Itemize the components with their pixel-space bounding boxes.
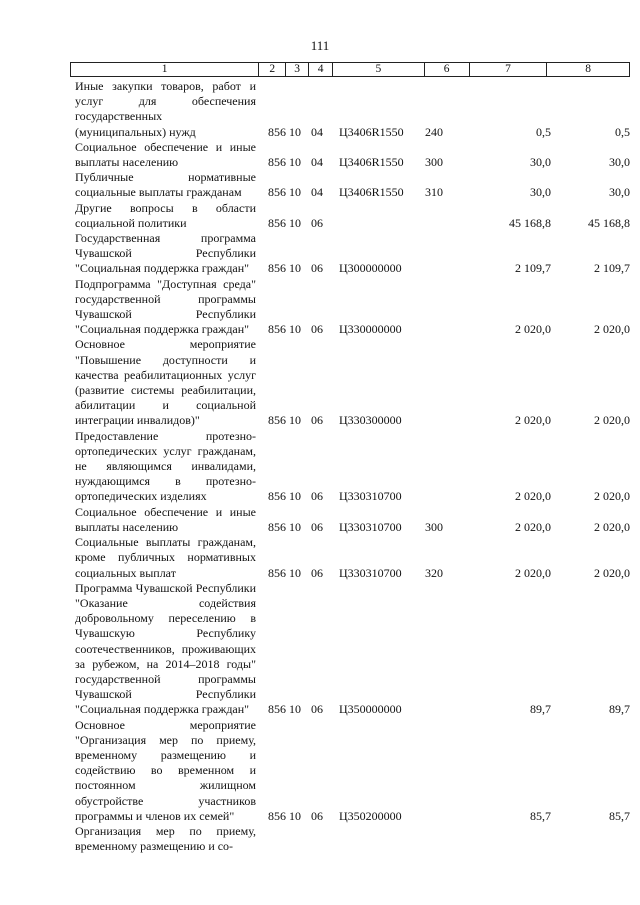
row-c7: 30,0 xyxy=(530,185,551,200)
row-c3: 10 xyxy=(289,155,301,170)
row-c4: 06 xyxy=(311,489,323,504)
row-c4: 04 xyxy=(311,185,323,200)
row-c2: 856 xyxy=(268,124,286,139)
table-row xyxy=(75,718,630,824)
row-c2: 856 xyxy=(268,489,286,504)
page-number: 111 xyxy=(310,38,330,53)
row-c3: 10 xyxy=(289,215,301,230)
row-c7: 2 020,0 xyxy=(515,519,551,534)
row-c4: 06 xyxy=(311,215,323,230)
row-c3: 10 xyxy=(289,124,301,139)
header-col-1: 1 xyxy=(71,63,259,76)
row-c5: Ц330300000 xyxy=(339,413,402,428)
row-c6: 320 xyxy=(425,565,443,580)
row-c7: 45 168,8 xyxy=(509,215,551,230)
row-c8: 2 020,0 xyxy=(594,489,630,504)
table-row xyxy=(75,581,630,718)
row-c7: 2 020,0 xyxy=(515,565,551,580)
row-c8: 85,7 xyxy=(609,808,630,823)
row-name: Другие вопросы в области социальной политики xyxy=(75,200,256,230)
row-c2: 856 xyxy=(268,519,286,534)
row-c5: Ц330310700 xyxy=(339,565,402,580)
row-name: Предоставление протезно-ортопедических услуг гражданам, не являющимся инвалидами, нуждающимся в протезно-ортопедических изделиях xyxy=(75,428,256,504)
row-c8: 2 020,0 xyxy=(594,519,630,534)
table-body xyxy=(0,79,640,854)
row-c5: Ц300000000 xyxy=(339,261,402,276)
row-c4: 06 xyxy=(311,261,323,276)
row-c4: 06 xyxy=(311,322,323,337)
header-col-2: 2 xyxy=(259,63,286,76)
row-c7: 2 109,7 xyxy=(515,261,551,276)
header-col-3: 3 xyxy=(286,63,309,76)
row-c4: 04 xyxy=(311,124,323,139)
row-c2: 856 xyxy=(268,215,286,230)
row-c4: 04 xyxy=(311,155,323,170)
row-c5: Ц330310700 xyxy=(339,489,402,504)
row-name: Социальное обеспечение и иные выплаты населению xyxy=(75,139,256,170)
row-c7: 89,7 xyxy=(530,702,551,717)
row-c7: 30,0 xyxy=(530,155,551,170)
row-name: Основное мероприятие "Организация мер по приему, временному размещению и содействию во временном и постоянном жилищном обустройстве участников программы и членов их семей" xyxy=(75,717,256,823)
row-c3: 10 xyxy=(289,185,301,200)
row-c2: 856 xyxy=(268,261,286,276)
row-name: Программа Чувашской Республики "Оказание содействия добровольному переселению в Чувашскую Республику соотечественников, проживающих за рубежом, на 2014–2018 годы" государственной программы Чувашской Республики "Социальная поддержка граждан" xyxy=(75,580,256,717)
row-name: Подпрограмма "Доступная среда" государственной программы Чувашской Республики "Социальная поддержка граждан" xyxy=(75,276,256,337)
row-c4: 06 xyxy=(311,413,323,428)
row-c4: 06 xyxy=(311,519,323,534)
row-c7: 0,5 xyxy=(536,124,551,139)
header-col-6: 6 xyxy=(425,63,470,76)
row-name: Основное мероприятие "Повышение доступности и качества реабилитационных услуг (развитие системы реабилитации, абилитации и социальной интеграции инвалидов)" xyxy=(75,337,256,428)
header-col-7: 7 xyxy=(470,63,548,76)
table-header xyxy=(70,62,630,77)
row-c3: 10 xyxy=(289,413,301,428)
row-name: Государственная программа Чувашской Республики "Социальная поддержка граждан" xyxy=(75,231,256,276)
row-c2: 856 xyxy=(268,702,286,717)
row-c5: Ц3406R1550 xyxy=(339,155,404,170)
header-col-5: 5 xyxy=(333,63,425,76)
row-name: Социальное обеспечение и иные выплаты населению xyxy=(75,504,256,534)
table-row xyxy=(75,505,630,535)
row-c8: 2 020,0 xyxy=(594,413,630,428)
table-row xyxy=(75,170,630,200)
row-name: Социальные выплаты гражданам, кроме публичных нормативных социальных выплат xyxy=(75,535,256,580)
row-name: Организация мер по приему, временному размещению и со- xyxy=(75,823,256,854)
table-row xyxy=(75,140,630,170)
row-c4: 06 xyxy=(311,702,323,717)
row-c8: 2 020,0 xyxy=(594,322,630,337)
row-c7: 85,7 xyxy=(530,808,551,823)
table-row xyxy=(75,535,630,581)
row-c2: 856 xyxy=(268,155,286,170)
table-row xyxy=(75,201,630,231)
row-c8: 89,7 xyxy=(609,702,630,717)
row-c7: 2 020,0 xyxy=(515,489,551,504)
row-c4: 06 xyxy=(311,565,323,580)
row-c5: Ц330000000 xyxy=(339,322,402,337)
row-c3: 10 xyxy=(289,808,301,823)
row-c3: 10 xyxy=(289,565,301,580)
row-c2: 856 xyxy=(268,808,286,823)
table-row xyxy=(75,429,630,505)
row-c6: 300 xyxy=(425,519,443,534)
row-c8: 45 168,8 xyxy=(588,215,630,230)
row-c5: Ц350200000 xyxy=(339,808,402,823)
row-c8: 30,0 xyxy=(609,155,630,170)
row-c5: Ц350000000 xyxy=(339,702,402,717)
row-c8: 0,5 xyxy=(615,124,630,139)
row-name: Иные закупки товаров, работ и услуг для обеспечения государственных (муниципальных) нужд xyxy=(75,79,256,139)
row-c4: 06 xyxy=(311,808,323,823)
row-c7: 2 020,0 xyxy=(515,322,551,337)
table-row xyxy=(75,824,630,854)
row-c2: 856 xyxy=(268,413,286,428)
row-c2: 856 xyxy=(268,565,286,580)
row-c6: 240 xyxy=(425,124,443,139)
row-c3: 10 xyxy=(289,322,301,337)
table-row xyxy=(75,337,630,428)
row-c7: 2 020,0 xyxy=(515,413,551,428)
table-row xyxy=(75,277,630,338)
row-c6: 310 xyxy=(425,185,443,200)
row-c8: 30,0 xyxy=(609,185,630,200)
row-c6: 300 xyxy=(425,155,443,170)
header-col-8: 8 xyxy=(585,63,592,75)
row-name: Публичные нормативные социальные выплаты гражданам xyxy=(75,170,256,200)
row-c2: 856 xyxy=(268,322,286,337)
table-row xyxy=(75,79,630,140)
row-c5: Ц3406R1550 xyxy=(339,124,404,139)
row-c8: 2 109,7 xyxy=(594,261,630,276)
row-c8: 2 020,0 xyxy=(594,565,630,580)
table-row xyxy=(75,231,630,277)
row-c2: 856 xyxy=(268,185,286,200)
row-c3: 10 xyxy=(289,489,301,504)
row-c3: 10 xyxy=(289,261,301,276)
header-col-4: 4 xyxy=(309,63,333,76)
row-c3: 10 xyxy=(289,519,301,534)
row-c5: Ц3406R1550 xyxy=(339,185,404,200)
row-c5: Ц330310700 xyxy=(339,519,402,534)
row-c3: 10 xyxy=(289,702,301,717)
